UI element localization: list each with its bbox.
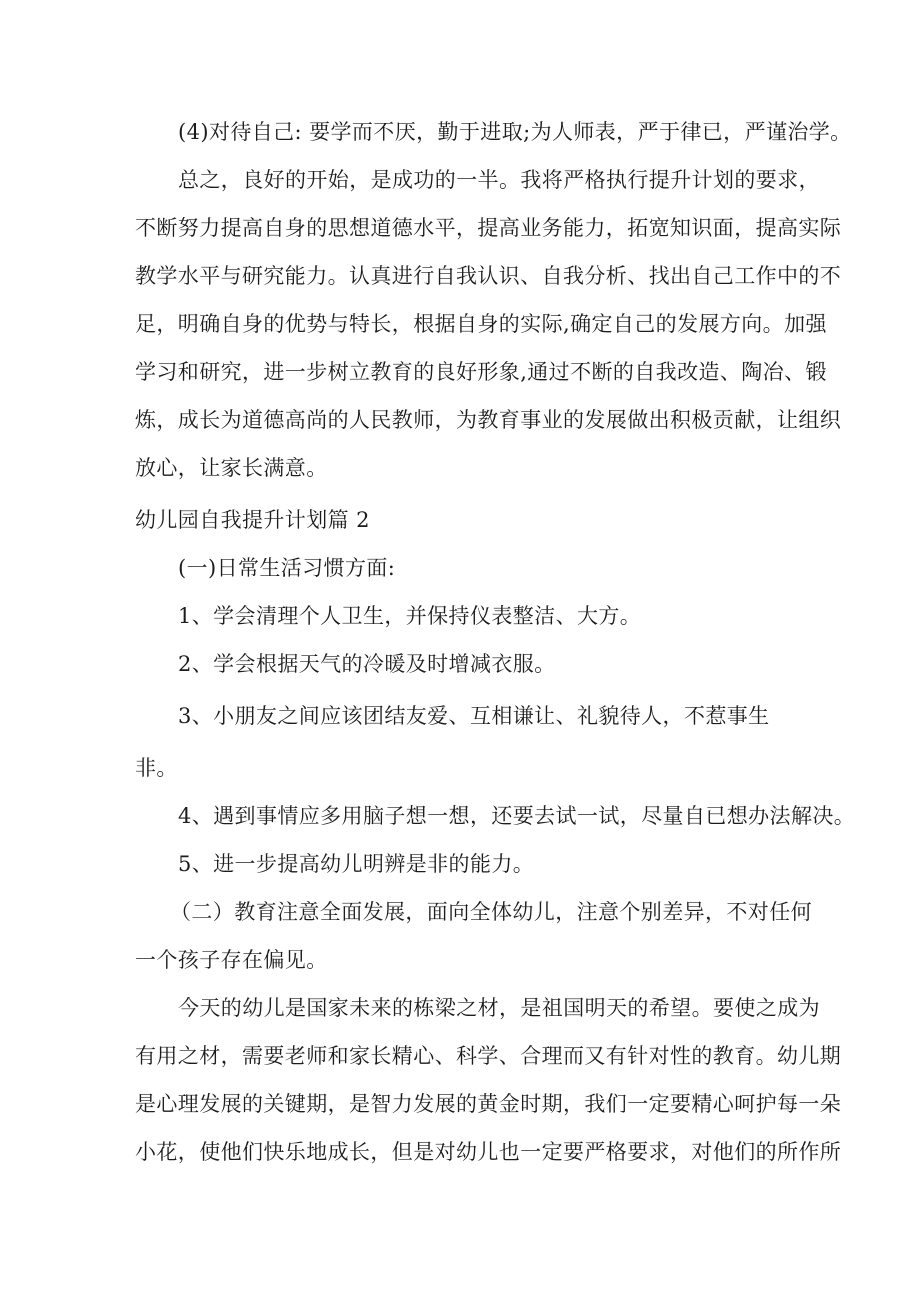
subsection-heading-education: （二）教育注意全面发展，面向全体幼儿，注意个别差异，不对任何: [170, 900, 812, 924]
paragraph-line-self-treatment: (4)对待自己: 要学而不厌，勤于进取;为人师表，严于律已，严谨治学。: [178, 120, 852, 144]
list-item-continuation: 非。: [135, 756, 178, 780]
paragraph-line: 足，明确自身的优势与特长，根据自身的实际,确定自己的发展方向。加强: [135, 312, 827, 336]
list-item: 3、小朋友之间应该团结友爱、互相谦让、礼貌待人，不惹事生: [178, 704, 770, 728]
paragraph-line: 一个孩子存在偏见。: [135, 948, 328, 972]
paragraph-line: 学习和研究，进一步树立教育的良好形象,通过不断的自我改造、陶冶、锻: [135, 360, 827, 384]
paragraph-line: 是心理发展的关键期，是智力发展的黄金时期，我们一定要精心呵护每一朵: [135, 1092, 842, 1116]
paragraph-line: 不断努力提高自身的思想道德水平，提高业务能力，拓宽知识面，提高实际: [135, 216, 842, 240]
paragraph-line: 教学水平与研究能力。认真进行自我认识、自我分析、找出自己工作中的不: [135, 264, 842, 288]
list-item: 4、遇到事情应多用脑子想一想，还要去试一试，尽量自已想办法解决。: [178, 804, 856, 828]
list-item: 1、学会清理个人卫生，并保持仪表整洁、大方。: [178, 604, 642, 628]
list-item: 5、进一步提高幼儿明辨是非的能力。: [178, 852, 535, 876]
paragraph-line: 今天的幼儿是国家未来的栋梁之材，是祖国明天的希望。要使之成为: [178, 996, 820, 1020]
section-heading: 幼儿园自我提升计划篇 2: [135, 508, 370, 532]
paragraph-line-conclusion-start: 总之，良好的开始，是成功的一半。我将严格执行提升计划的要求，: [178, 168, 820, 192]
paragraph-line: 有用之材，需要老师和家长精心、科学、合理而又有针对性的教育。幼儿期: [135, 1044, 842, 1068]
list-item: 2、学会根据天气的冷暖及时增减衣服。: [178, 652, 556, 676]
paragraph-line: 小花，使他们快乐地成长，但是对幼儿也一定要严格要求，对他们的所作所: [135, 1140, 842, 1164]
paragraph-line: 放心，让家长满意。: [135, 456, 328, 480]
paragraph-line: 炼，成长为道德高尚的人民教师，为教育事业的发展做出积极贡献，让组织: [135, 408, 842, 432]
subsection-heading-daily-habits: (一)日常生活习惯方面:: [178, 556, 396, 580]
